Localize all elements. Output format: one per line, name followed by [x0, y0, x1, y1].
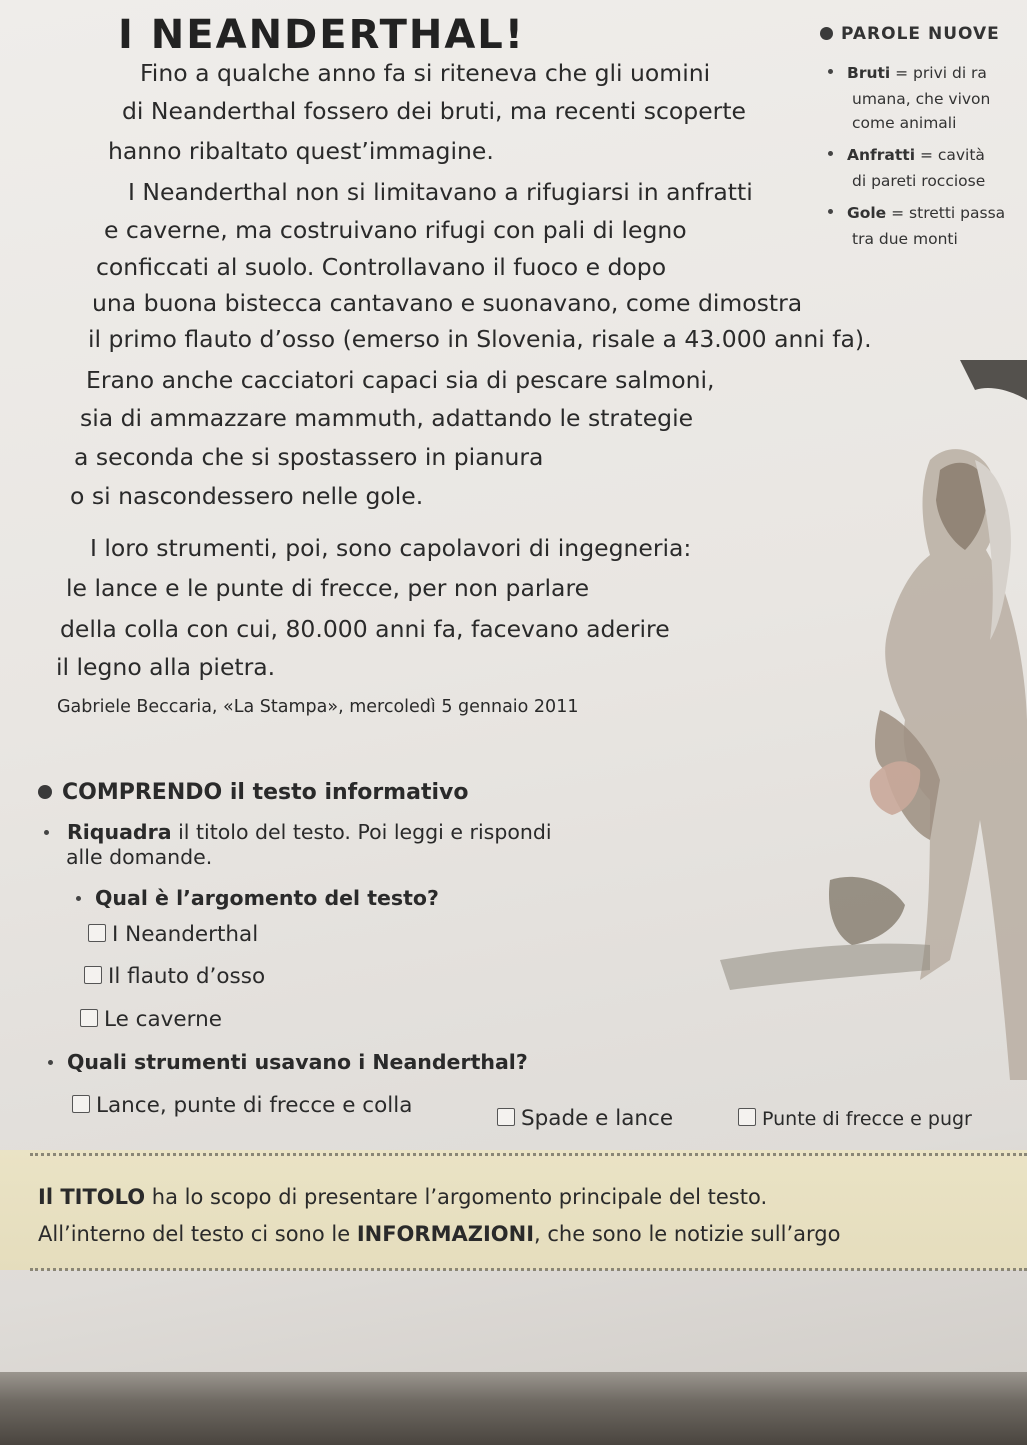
divider: [30, 1153, 1027, 1156]
checkbox-icon[interactable]: [497, 1108, 515, 1126]
checkbox-icon[interactable]: [88, 924, 106, 942]
paragraph-line: e caverne, ma costruivano rifugi con pali di legno: [104, 216, 687, 244]
q2-option-spade-lance[interactable]: Spade e lance: [497, 1106, 673, 1131]
glossary-entry-line: come animali: [852, 114, 957, 132]
paragraph-line: I Neanderthal non si limitavano a rifugiarsi in anfratti: [128, 178, 753, 206]
bullet-icon: [76, 896, 81, 901]
paragraph-line: le lance e le punte di frecce, per non parlare: [66, 574, 590, 602]
q1-option-flauto[interactable]: Il flauto d’osso: [84, 964, 265, 989]
bullet-icon: [44, 830, 49, 835]
glossary-box: [820, 18, 1027, 288]
neanderthal-illustration: [630, 360, 1027, 1080]
checkbox-icon[interactable]: [80, 1009, 98, 1027]
glossary-heading: PAROLE NUOVE: [820, 24, 1000, 44]
paragraph-line: Fino a qualche anno fa si riteneva che gli uomini: [140, 59, 711, 87]
paragraph-line: o si nascondessero nelle gole.: [70, 482, 424, 510]
bullet-icon: [48, 1060, 53, 1065]
paragraph-line: Erano anche cacciatori capaci sia di pescare salmoni,: [86, 366, 715, 394]
exercise-heading: COMPRENDO il testo informativo: [38, 780, 468, 805]
info-line-titolo: Il TITOLO ha lo scopo di presentare l’argomento principale del testo.: [38, 1185, 768, 1209]
q2-option-punte-pugni[interactable]: Punte di frecce e pugr: [738, 1108, 972, 1130]
bullet-dot-icon: [820, 27, 833, 40]
paragraph-line: hanno ribaltato quest’immagine.: [108, 137, 494, 165]
paragraph-line: a seconda che si spostassero in pianura: [74, 443, 544, 471]
checkbox-icon[interactable]: [738, 1108, 756, 1126]
divider: [30, 1268, 1027, 1271]
paragraph-line: il primo flauto d’osso (emerso in Slovenia, risale a 43.000 anni fa).: [88, 325, 872, 353]
q1-option-neanderthal[interactable]: I Neanderthal: [88, 922, 258, 947]
source-citation: Gabriele Beccaria, «La Stampa», mercoledì 5 gennaio 2011: [57, 697, 579, 717]
glossary-entry-gole: Gole = stretti passa: [828, 204, 1005, 222]
paragraph-line: della colla con cui, 80.000 anni fa, facevano aderire: [60, 615, 670, 643]
bullet-icon: [828, 69, 833, 74]
glossary-entry-line: di pareti rocciose: [852, 172, 986, 190]
bullet-icon: [828, 209, 833, 214]
question-2: Quali strumenti usavano i Neanderthal?: [48, 1050, 528, 1074]
glossary-entry-line: umana, che vivon: [852, 90, 991, 108]
page-title: I NEANDERTHAL!: [118, 12, 526, 58]
bullet-dot-icon: [38, 785, 52, 799]
glossary-entry-bruti: Bruti = privi di ra: [828, 64, 987, 82]
glossary-entry-line: tra due monti: [852, 230, 958, 248]
exercise-instruction-line: alle domande.: [66, 845, 213, 869]
glossary-entry-anfratti: Anfratti = cavità: [828, 146, 985, 164]
exercise-instruction: Riquadra il titolo del testo. Poi leggi e rispondi: [44, 820, 552, 844]
q1-option-caverne[interactable]: Le caverne: [80, 1007, 222, 1032]
paragraph-line: il legno alla pietra.: [56, 653, 276, 681]
bullet-icon: [828, 151, 833, 156]
paragraph-line: I loro strumenti, poi, sono capolavori di ingegneria:: [90, 534, 692, 562]
checkbox-icon[interactable]: [84, 966, 102, 984]
info-box: [0, 1150, 1027, 1270]
paragraph-line: sia di ammazzare mammuth, adattando le strategie: [80, 404, 694, 432]
paragraph-line: di Neanderthal fossero dei bruti, ma recenti scoperte: [122, 97, 747, 125]
paragraph-line: una buona bistecca cantavano e suonavano, come dimostra: [92, 289, 803, 317]
q2-option-lance-punte-colla[interactable]: Lance, punte di frecce e colla: [72, 1093, 412, 1118]
page-edge-shadow: [0, 1372, 1027, 1445]
info-line-informazioni: All’interno del testo ci sono le INFORMAZIONI, che sono le notizie sull’argo: [38, 1222, 841, 1246]
question-1: Qual è l’argomento del testo?: [76, 886, 439, 910]
checkbox-icon[interactable]: [72, 1095, 90, 1113]
paragraph-line: conficcati al suolo. Controllavano il fuoco e dopo: [96, 253, 667, 281]
